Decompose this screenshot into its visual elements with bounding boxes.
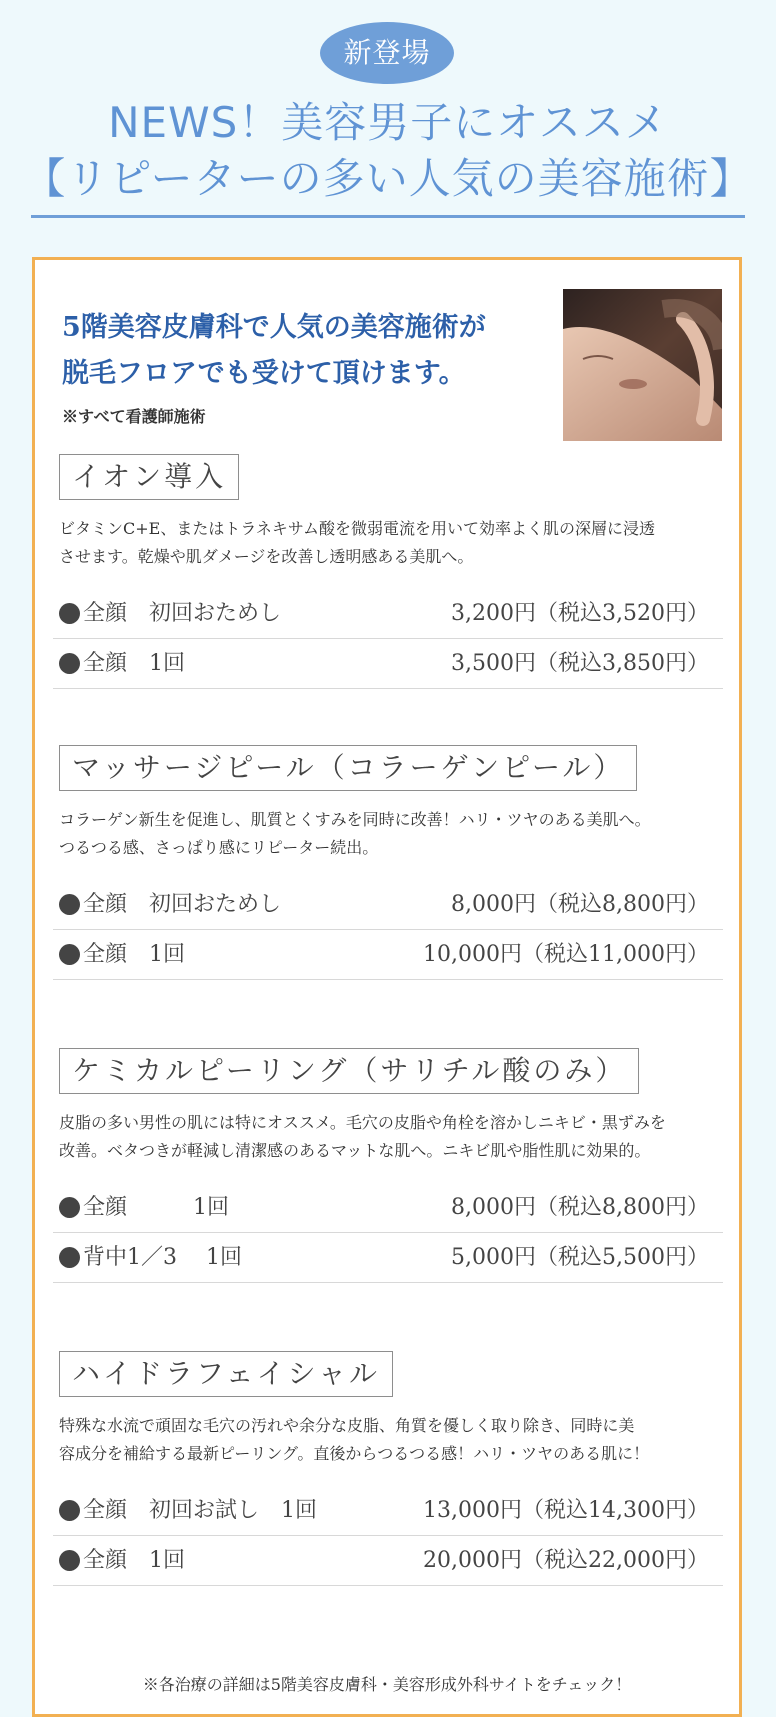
price-row <box>53 1536 723 1586</box>
section-title: ハイドラフェイシャル <box>59 1351 393 1397</box>
intro-title-line-2: 脱毛フロアでも受けて頂けます。 <box>62 358 466 389</box>
section-description <box>59 1109 719 1165</box>
bullet-icon <box>59 1197 80 1218</box>
bullet-icon <box>59 1500 80 1521</box>
section-description <box>59 806 719 862</box>
description-line: ビタミンC+E、またはトラネキサム酸を微弱電流を用いて効率よく肌の深層に浸透 <box>59 519 656 538</box>
price-row <box>53 639 723 689</box>
price-label: 全顔 1回 <box>83 651 185 676</box>
treatment-photo <box>563 289 722 441</box>
price-row <box>53 589 723 639</box>
price-label: 背中1／3 1回 <box>83 1245 242 1270</box>
price-row <box>53 1183 723 1233</box>
price-value: 8,000円（税込8,800円） <box>451 892 709 917</box>
treatment-panel <box>32 257 742 1717</box>
intro-title <box>62 305 542 397</box>
new-badge: 新登場 <box>320 22 454 84</box>
description-line: 容成分を補給する最新ピーリング。直後からつるつる感！ハリ・ツヤのある肌に！ <box>59 1444 650 1463</box>
price-row <box>53 1233 723 1283</box>
footer-note: ※各治療の詳細は5階美容皮膚科・美容形成外科サイトをチェック！ <box>142 1675 632 1694</box>
price-label: 全顔 初回おためし <box>83 892 282 917</box>
section-title: マッサージピール（コラーゲンピール） <box>59 745 637 791</box>
description-line: 改善。ベタつきが軽減し清潔感のあるマットな肌へ。ニキビ肌や脂性肌に効果的。 <box>59 1141 651 1160</box>
description-line: コラーゲン新生を促進し、肌質とくすみを同時に改善！ハリ・ツヤのある美肌へ。 <box>59 810 651 829</box>
headline-divider <box>31 215 745 218</box>
price-row <box>53 930 723 980</box>
price-label: 全顔 1回 <box>83 1195 229 1220</box>
price-value: 13,000円（税込14,300円） <box>423 1498 709 1523</box>
headline-line-1: NEWS！美容男子にオススメ <box>108 98 668 147</box>
price-label: 全顔 1回 <box>83 942 185 967</box>
bullet-icon <box>59 944 80 965</box>
price-value: 3,200円（税込3,520円） <box>451 601 709 626</box>
price-list <box>53 880 723 980</box>
price-row <box>53 1486 723 1536</box>
price-list <box>53 1183 723 1283</box>
bullet-icon <box>59 1247 80 1268</box>
price-value: 5,000円（税込5,500円） <box>451 1245 709 1270</box>
price-list <box>53 589 723 689</box>
section-title: イオン導入 <box>59 454 239 500</box>
bullet-icon <box>59 894 80 915</box>
price-row <box>53 880 723 930</box>
page-headline <box>0 95 776 207</box>
section-description <box>59 515 719 571</box>
price-label: 全顔 1回 <box>83 1548 185 1573</box>
description-line: つるつる感、さっぱり感にリピーター続出。 <box>59 838 379 857</box>
description-line: させます。乾燥や肌ダメージを改善し透明感ある美肌へ。 <box>59 547 474 566</box>
section-title: ケミカルピーリング（サリチル酸のみ） <box>59 1048 639 1094</box>
price-list <box>53 1486 723 1586</box>
bullet-icon <box>59 653 80 674</box>
price-value: 8,000円（税込8,800円） <box>451 1195 709 1220</box>
price-label: 全顔 初回おためし <box>83 601 282 626</box>
intro-note: ※すべて看護師施術 <box>62 407 206 426</box>
price-label: 全顔 初回お試し 1回 <box>83 1498 317 1523</box>
description-line: 特殊な水流で頑固な毛穴の汚れや余分な皮脂、角質を優しく取り除き、同時に美 <box>59 1416 635 1435</box>
description-line: 皮脂の多い男性の肌には特にオススメ。毛穴の皮脂や角栓を溶かしニキビ・黒ずみを <box>59 1113 666 1132</box>
section-description <box>59 1412 719 1468</box>
price-value: 10,000円（税込11,000円） <box>423 942 709 967</box>
headline-line-2: 【リピーターの多い人気の美容施術】 <box>23 154 753 203</box>
bullet-icon <box>59 603 80 624</box>
price-value: 3,500円（税込3,850円） <box>451 651 709 676</box>
intro-title-line-1: 5階美容皮膚科で人気の美容施術が <box>62 312 486 343</box>
price-value: 20,000円（税込22,000円） <box>423 1548 709 1573</box>
bullet-icon <box>59 1550 80 1571</box>
